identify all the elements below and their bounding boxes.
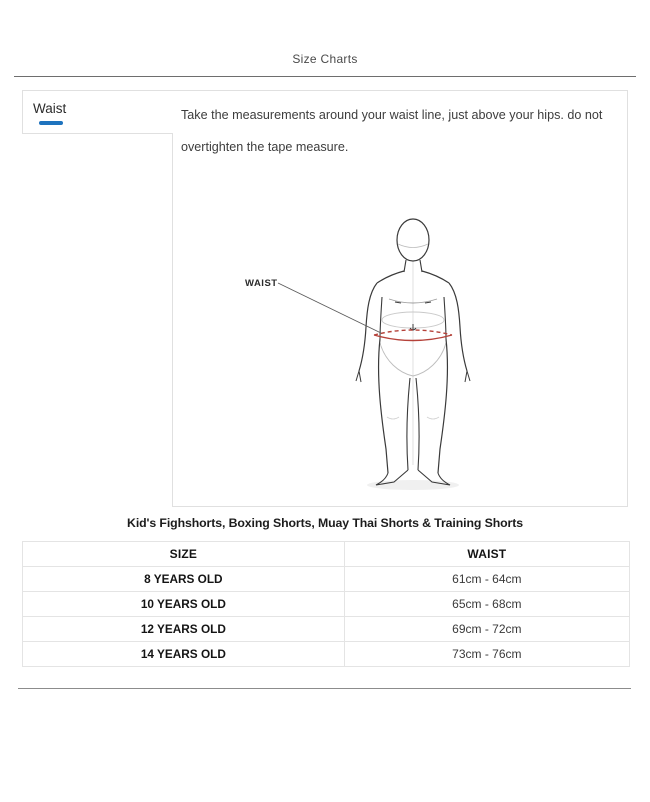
body-measurement-illustration (181, 165, 628, 499)
size-column-header: SIZE (23, 542, 345, 567)
table-row (23, 567, 630, 592)
active-tab-indicator (39, 121, 63, 125)
table-row (23, 642, 630, 667)
waist-cell: 73cm - 76cm (344, 642, 629, 667)
size-table-body (23, 567, 630, 667)
waist-cell: 61cm - 64cm (344, 567, 629, 592)
tab-waist-label: Waist (33, 101, 67, 116)
size-cell: 14 YEARS OLD (23, 642, 345, 667)
size-table-title: Kid's Fighshorts, Boxing Shorts, Muay Thai Shorts & Training Shorts (127, 516, 523, 530)
waist-pointer-line (278, 283, 381, 333)
bottom-divider (18, 688, 631, 689)
figure-container (181, 165, 621, 499)
tab-content (173, 91, 628, 507)
top-divider (14, 76, 636, 77)
waist-cell: 65cm - 68cm (344, 592, 629, 617)
tab-column (22, 91, 173, 507)
size-chart-panel (22, 90, 628, 507)
size-table-header-row (23, 542, 630, 567)
measurement-instruction: Take the measurements around your waist line, just above your hips. do not overtighten the tape measure. (181, 108, 603, 154)
tab-column-spacer (22, 134, 173, 507)
size-cell: 12 YEARS OLD (23, 617, 345, 642)
table-row (23, 592, 630, 617)
waist-column-header: WAIST (344, 542, 629, 567)
size-cell: 10 YEARS OLD (23, 592, 345, 617)
size-cell: 8 YEARS OLD (23, 567, 345, 592)
size-table (22, 541, 630, 667)
tab-waist[interactable] (22, 91, 173, 134)
page-title: Size Charts (292, 52, 358, 66)
waist-figure-label: WAIST (245, 278, 278, 289)
waist-cell: 69cm - 72cm (344, 617, 629, 642)
table-row (23, 617, 630, 642)
